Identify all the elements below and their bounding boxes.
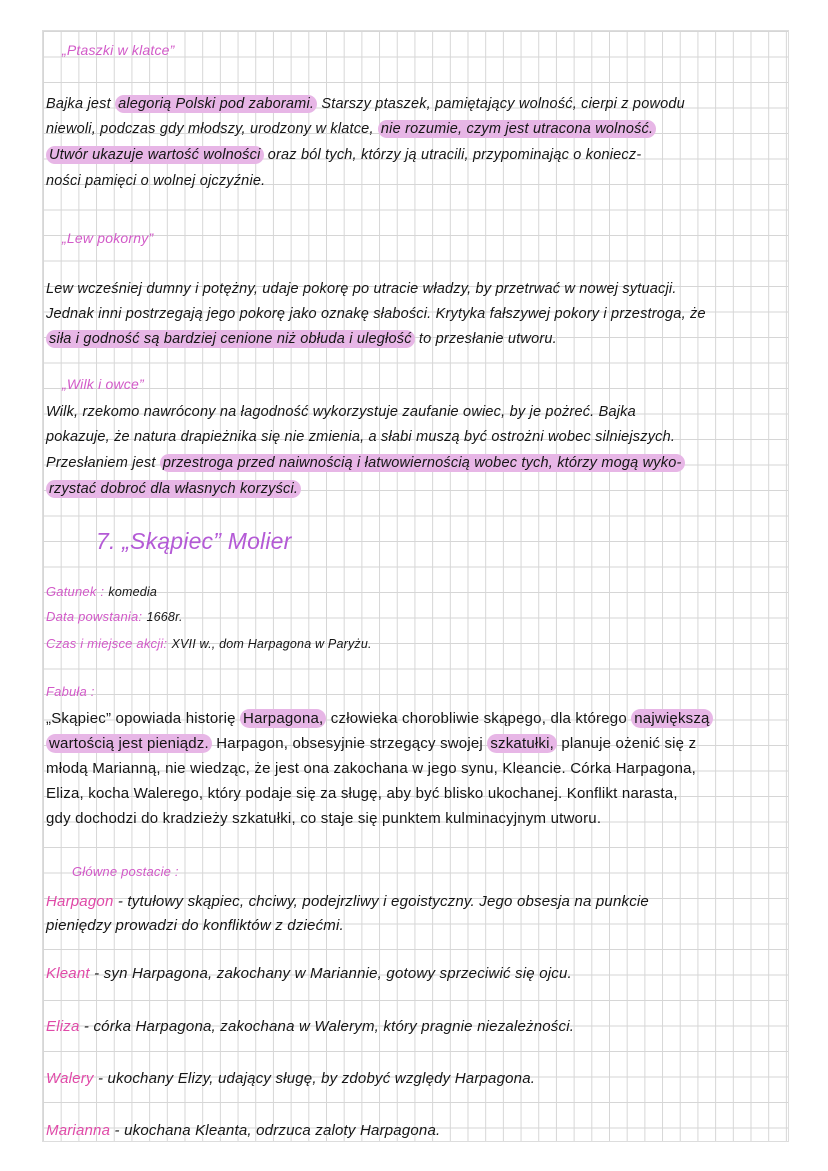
text-segment: Przesłaniem jest xyxy=(46,455,160,471)
heading-text: 7. „Skąpiec” Molier xyxy=(96,528,292,554)
character-description: - syn Harpagona, zakochany w Mariannie, gotowy sprzeciwić się ojcu. xyxy=(94,965,572,982)
info-label: Czas i miejsce akcji: xyxy=(46,636,168,651)
fabula-label xyxy=(46,684,95,699)
highlighted-text: rzystać dobroć dla własnych korzyści. xyxy=(46,480,301,498)
highlighted-text: alegorią Polski pod zaborami. xyxy=(115,95,317,113)
paragraph-line xyxy=(46,455,685,471)
fabula-line xyxy=(46,810,601,827)
text-segment: oraz ból tych, którzy ją utracili, przypominając o koniecz- xyxy=(263,147,642,163)
highlighted-text: wartością jest pieniądz. xyxy=(46,734,212,753)
highlighted-text: przestroga przed naiwnością i łatwowiernością wobec tych, którzy mogą wyko- xyxy=(160,454,685,472)
paragraph-line xyxy=(46,121,656,137)
info-row xyxy=(46,636,372,652)
paragraph-line xyxy=(46,404,636,420)
title-text: „Wilk i owce” xyxy=(62,376,144,392)
paragraph-line xyxy=(46,173,265,189)
info-row xyxy=(46,609,183,625)
section-title xyxy=(62,376,144,392)
highlighted-text: siła i godność są bardziej cenione niż obłuda i uległość xyxy=(46,330,415,348)
info-row xyxy=(46,584,157,600)
character-name: Walery xyxy=(46,1070,94,1087)
character-entry xyxy=(46,1018,574,1035)
chapter-heading xyxy=(96,528,292,555)
paragraph-line xyxy=(46,281,677,297)
paragraph-line xyxy=(46,429,675,445)
fabula-line xyxy=(46,785,678,802)
paragraph-line xyxy=(46,96,685,112)
text-segment: Starszy ptaszek, pamiętający wolność, cierpi z powodu xyxy=(317,96,685,112)
text-segment: Wilk, rzekomo nawrócony na łagodność wykorzystuje zaufanie owiec, by je pożreć. Bajka xyxy=(46,404,636,420)
text-segment: Harpagon, obsesyjnie strzegący swojej xyxy=(211,735,488,752)
text-segment: człowieka chorobliwie skąpego, dla którego xyxy=(326,710,632,727)
paragraph-line xyxy=(46,331,557,347)
text-segment: to przesłanie utworu. xyxy=(414,331,557,347)
character-entry xyxy=(46,965,572,982)
characters-label xyxy=(72,864,179,879)
info-value: XVII w., dom Harpagona w Paryżu. xyxy=(171,637,372,651)
character-entry xyxy=(46,1070,535,1087)
character-name: Kleant xyxy=(46,965,90,982)
character-description: - ukochana Kleanta, odrzuca zaloty Harpagona. xyxy=(114,1122,441,1139)
character-description: pieniędzy prowadzi do konfliktów z dziećmi. xyxy=(46,917,344,934)
paragraph-line xyxy=(46,147,641,163)
section-title xyxy=(62,42,175,58)
text-segment: Jednak inni postrzegają jego pokorę jako oznakę słabości. Krytyka fałszywej pokory i przestroga, że xyxy=(46,306,706,322)
highlighted-text: szkatułki, xyxy=(487,734,557,753)
text-segment: „Skąpiec” opowiada historię xyxy=(46,710,241,727)
info-label: Gatunek : xyxy=(46,584,105,599)
info-label: Data powstania: xyxy=(46,609,143,624)
info-value: komedia xyxy=(108,585,158,599)
fabula-line xyxy=(46,760,696,777)
fabula-line xyxy=(46,735,696,752)
character-name: Eliza xyxy=(46,1018,80,1035)
text-segment: Eliza, kocha Walerego, który podaje się za sługę, aby być blisko ukochanej. Konflikt narasta, xyxy=(46,785,678,802)
label-text: Fabuła : xyxy=(46,684,95,699)
title-text: „Lew pokorny” xyxy=(62,230,154,246)
text-segment: młodą Marianną, nie wiedząc, że jest ona zakochana w jego synu, Kleancie. Córka Harpagona, xyxy=(46,760,697,777)
character-description: - ukochany Elizy, udający sługę, by zdobyć względy Harpagona. xyxy=(97,1070,536,1087)
character-entry xyxy=(46,917,344,934)
highlighted-text: nie rozumie, czym jest utracona wolność. xyxy=(378,120,656,138)
character-entry xyxy=(46,893,649,910)
info-value: 1668r. xyxy=(146,610,183,624)
text-segment: planuje ożenić się z xyxy=(557,735,697,752)
text-segment: niewoli, podczas gdy młodszy, urodzony w klatce, xyxy=(46,121,378,137)
highlighted-text: Harpagona, xyxy=(240,709,326,728)
label-text: Główne postacie : xyxy=(72,864,179,879)
text-segment: Bajka jest xyxy=(46,96,116,112)
highlighted-text: Utwór ukazuje wartość wolności xyxy=(46,146,264,164)
character-name: Marianna xyxy=(46,1122,111,1139)
character-description: - córka Harpagona, zakochana w Walerym, który pragnie niezależności. xyxy=(83,1018,575,1035)
text-segment: gdy dochodzi do kradzieży szkatułki, co staje się punktem kulminacyjnym utworu. xyxy=(46,810,602,827)
paragraph-line xyxy=(46,306,706,322)
fabula-line xyxy=(46,710,713,727)
text-segment: ności pamięci o wolnej ojczyźnie. xyxy=(46,173,266,189)
paragraph-line xyxy=(46,481,301,497)
section-title xyxy=(62,230,153,246)
text-segment: pokazuje, że natura drapieżnika się nie zmienia, a słabi muszą być ostrożni wobec silniejszych. xyxy=(46,429,676,445)
title-text: „Ptaszki w klatce” xyxy=(62,42,175,58)
highlighted-text: największą xyxy=(631,709,712,728)
character-description: - tytułowy skąpiec, chciwy, podejrzliwy i egoistyczny. Jego obsesja na punkcie xyxy=(117,893,649,910)
text-segment: Lew wcześniej dumny i potężny, udaje pokorę po utracie władzy, by przetrwać w nowej sytuacji. xyxy=(46,281,677,297)
character-entry xyxy=(46,1122,440,1139)
character-name: Harpagon xyxy=(46,893,114,910)
